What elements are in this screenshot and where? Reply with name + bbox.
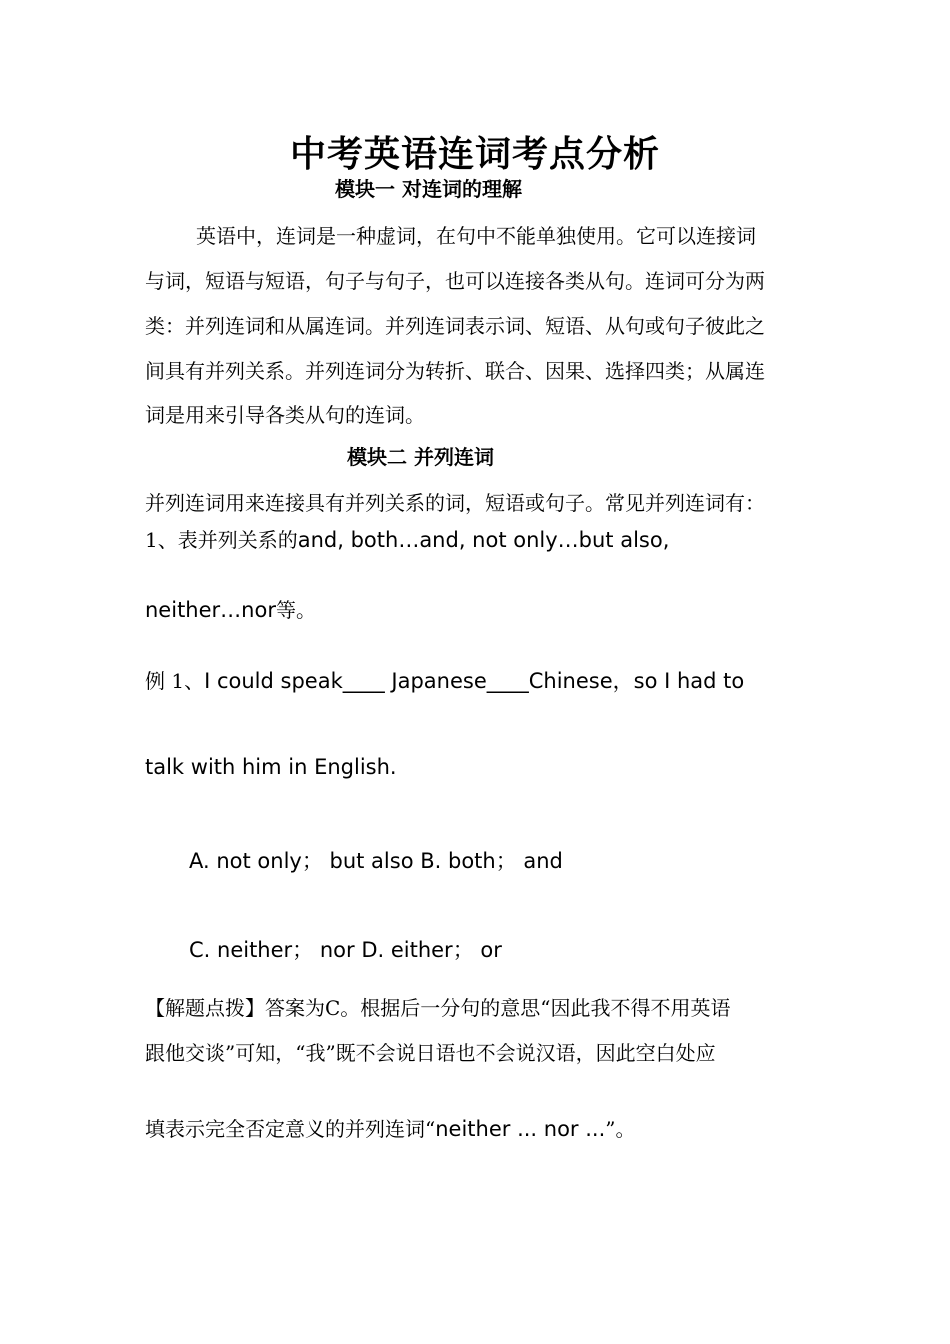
example-option-ab: A. not only； but also B. both； and bbox=[189, 849, 563, 873]
example-sentence-1: I could speak____ Japanese____Chinese，so I had to bbox=[204, 669, 745, 693]
module1-line-1: 英语中，连词是一种虚词，在句中不能单独使用。它可以连接词 bbox=[196, 224, 756, 248]
module1-line-2: 与词，短语与短语，句子与句子，也可以连接各类从句。连词可分为两 bbox=[145, 269, 765, 293]
explanation-line3-cn: 填表示完全否定意义的并列连词“ bbox=[145, 1117, 436, 1141]
item1-en: and, both…and, not only…but also, bbox=[297, 528, 670, 552]
module1-line-5: 词是用来引导各类从句的连词。 bbox=[145, 403, 425, 427]
module2-heading: 模块二 并列连词 bbox=[347, 445, 494, 469]
explanation-line3-en: neither ... nor ... bbox=[435, 1117, 606, 1141]
module1-line-3: 类：并列连词和从属连词。并列连词表示词、短语、从句或句子彼此之 bbox=[145, 314, 765, 338]
explanation-line3-end: ”。 bbox=[605, 1117, 636, 1141]
example-prefix: 例 1、 bbox=[145, 669, 205, 693]
page-title: 中考英语连词考点分析 bbox=[289, 133, 660, 175]
item1-cn: 1、表并列关系的 bbox=[145, 528, 298, 552]
explanation-line3 bbox=[145, 1113, 636, 1142]
example-line2: talk with him in English. bbox=[145, 755, 397, 779]
module1-heading: 模块一 对连词的理解 bbox=[335, 177, 522, 201]
item1-line bbox=[145, 524, 669, 553]
item1-line2 bbox=[145, 594, 316, 623]
item1-line2-en: neither…nor bbox=[145, 598, 276, 622]
explanation-line1: 【解题点拨】答案为C。根据后一分句的意思“因此我不得不用英语 bbox=[145, 996, 731, 1020]
module1-line-4: 间具有并列关系。并列连词分为转折、联合、因果、选择四类；从属连 bbox=[145, 359, 765, 383]
example-option-cd: C. neither； nor D. either； or bbox=[189, 938, 502, 962]
example-line1 bbox=[145, 665, 744, 695]
item1-line2-cn: 等。 bbox=[275, 598, 316, 622]
module2-intro: 并列连词用来连接具有并列关系的词，短语或句子。常见并列连词有： bbox=[145, 491, 765, 515]
explanation-line2: 跟他交谈”可知，“我”既不会说日语也不会说汉语，因此空白处应 bbox=[145, 1041, 716, 1065]
